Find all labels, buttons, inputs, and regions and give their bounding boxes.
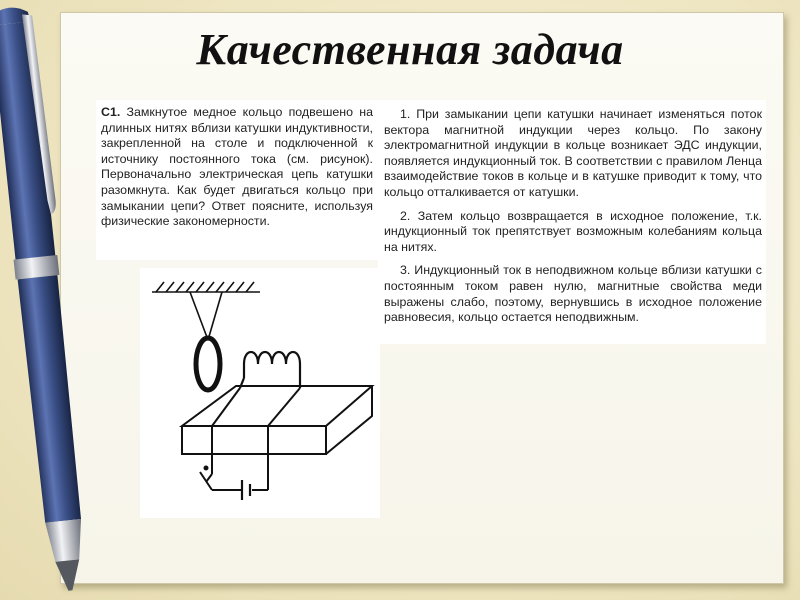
problem-text: Замкнутое медное кольцо подвешено на длинных нитях вблизи катушки индуктивности, закрепленной на столе и подключенной к источнику постоянного тока (см. рисунок). Первоначально электрическая цепь катушки разомкнута. Как будет двигаться кольцо при замыкании цепи? Ответ поясните, используя физические закономерности. [101, 105, 373, 229]
pen-tip [55, 559, 82, 591]
answer-item-2: 2. Затем кольцо возвращается в исходное положение, т.к. индукционный ток препятствует возможным колебаниям кольца на нитях. [384, 208, 762, 254]
circuit-figure [140, 268, 380, 518]
answer-item-1: 1. При замыкании цепи катушки начинает изменяться поток вектора магнитной индукции через кольцо. По закону электромагнитной индукции в кольце возникает ЭДС индукции, появляется индукционный ток. В соответствии с правилом Ленца взаимодействие токов в кольце и в катушке приводит к тому, что кольцо отталкивается от катушки. [384, 107, 762, 199]
pen-illustration [0, 0, 150, 600]
pen-barrel [18, 275, 83, 523]
problem-label: С1. [101, 105, 121, 119]
pen-grip [45, 519, 85, 563]
switch-contact [204, 466, 209, 471]
answer-list [384, 107, 762, 334]
slide-title: Качественная задача [196, 25, 624, 74]
answer-item-3: 3. Индукционный ток в неподвижном кольце вблизи катушки с постоянным током равен нулю, магнитные свойства меди выражены слабо, поэтому, вернувшись в исходное положение равновесия, кольцо остается неподвижным. [384, 263, 762, 325]
